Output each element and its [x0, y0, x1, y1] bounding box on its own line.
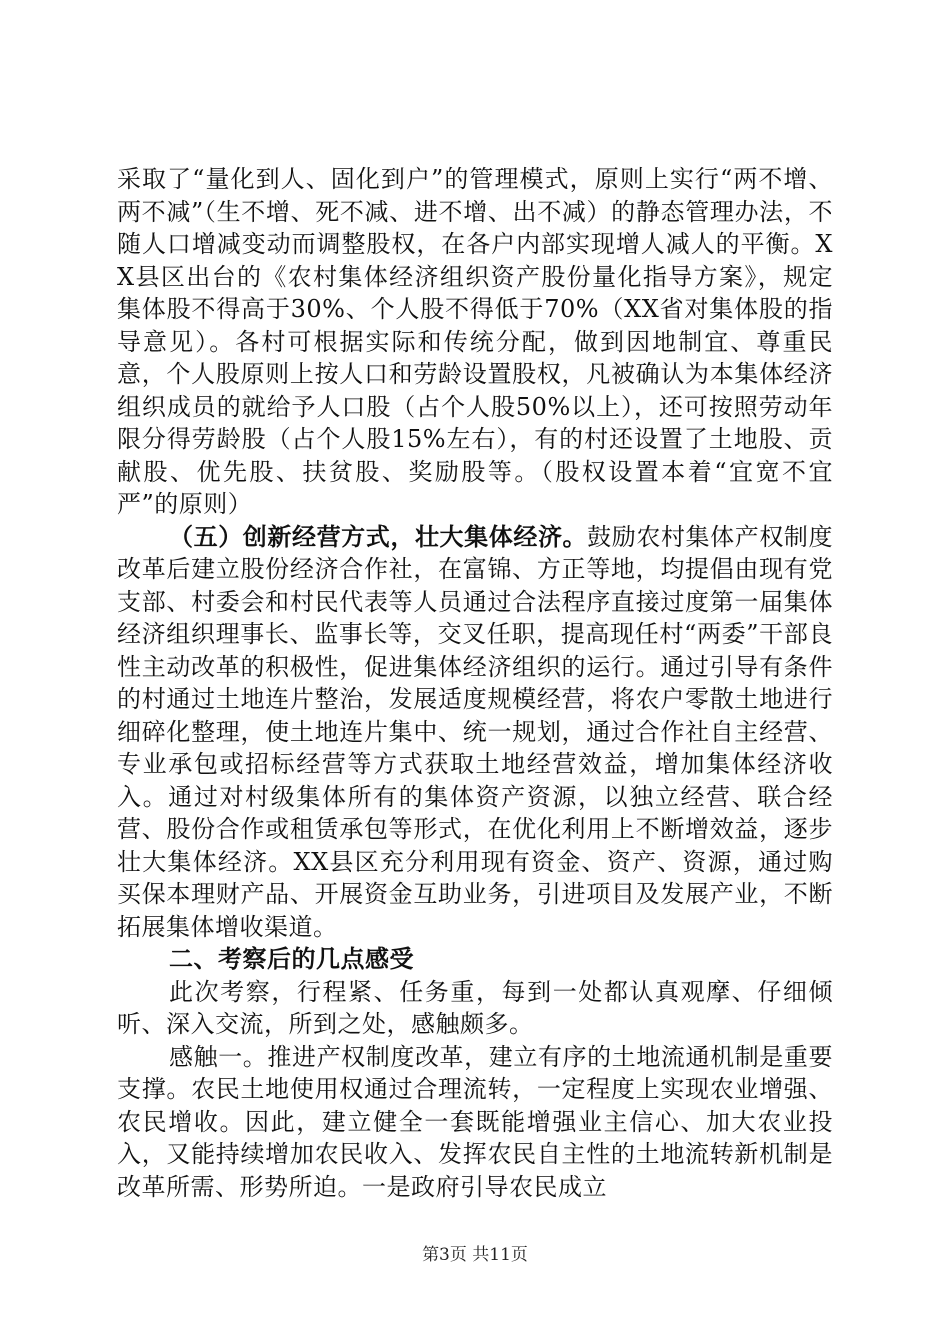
- paragraph-body: 鼓励农村集体产权制度改革后建立股份经济合作社，在富锦、方正等地，均提倡由现有党支部、村委会和村民代表等人员通过合法程序直接过度第一届集体经济组织理事长、监事长等，交叉任职，提高现任村“两委”干部良性主动改革的积极性，促进集体经济组织的运行。通过引导有条件的村通过土地连片整治，发展适度规模经营，将农户零散土地进行细碎化整理，使土地连片集中、统一规划，通过合作社自主经营、专业承包或招标经营等方式获取土地经营效益，增加集体经济收入。通过对村级集体所有的集体资产资源，以独立经营、联合经营、股份合作或租赁承包等形式，在优化利用上不断增效益，逐步壮大集体经济。XX县区充分利用现有资金、资产、资源，通过购买保本理财产品、开展资金互助业务，引进项目及发展产业，不断拓展集体增收渠道。: [117, 522, 834, 941]
- paragraph-innovate-operation: [117, 521, 833, 944]
- paragraph-inspection-intro: 此次考察，行程紧、任务重，每到一处都认真观摩、仔细倾听、深入交流，所到之处，感触颇多。: [117, 977, 833, 1038]
- page-number-footer: 第3页 共11页: [422, 1245, 528, 1265]
- subsection-heading: （五）创新经营方式，壮大集体经济。: [169, 522, 588, 551]
- paragraph-impression-one: 感触一。推进产权制度改革，建立有序的土地流通机制是重要支撑。农民土地使用权通过合理流转，一定程度上实现农业增强、农民增收。因此，建立健全一套既能增强业主信心、加大农业投入，又能持续增加农民收入、发挥农民自主性的土地流转新机制是改革所需、形势所迫。一是政府引导农民成立: [117, 1042, 833, 1201]
- paragraph-equity-management: 采取了“量化到人、固化到户”的管理模式，原则上实行“两不增、两不减”（生不增、死不减、进不增、出不减）的静态管理办法，不随人口增减变动而调整股权，在各户内部实现增人减人的平衡。XX县区出台的《农村集体经济组织资产股份量化指导方案》，规定集体股不得高于30%、个人股不得低于70%（XX省对集体股的指导意见）。各村可根据实际和传统分配，做到因地制宜、尊重民意，个人股原则上按人口和劳龄设置股权，凡被确认为本集体经济组织成员的就给予人口股（占个人股50%以上），还可按照劳动年限分得劳龄股（占个人股15%左右），有的村还设置了土地股、贡献股、优先股、扶贫股、奖励股等。（股权设置本着“宜宽不宜严”的原则）: [117, 165, 833, 518]
- document-body: [117, 163, 833, 1203]
- section-heading: 二、考察后的几点感受: [169, 945, 414, 973]
